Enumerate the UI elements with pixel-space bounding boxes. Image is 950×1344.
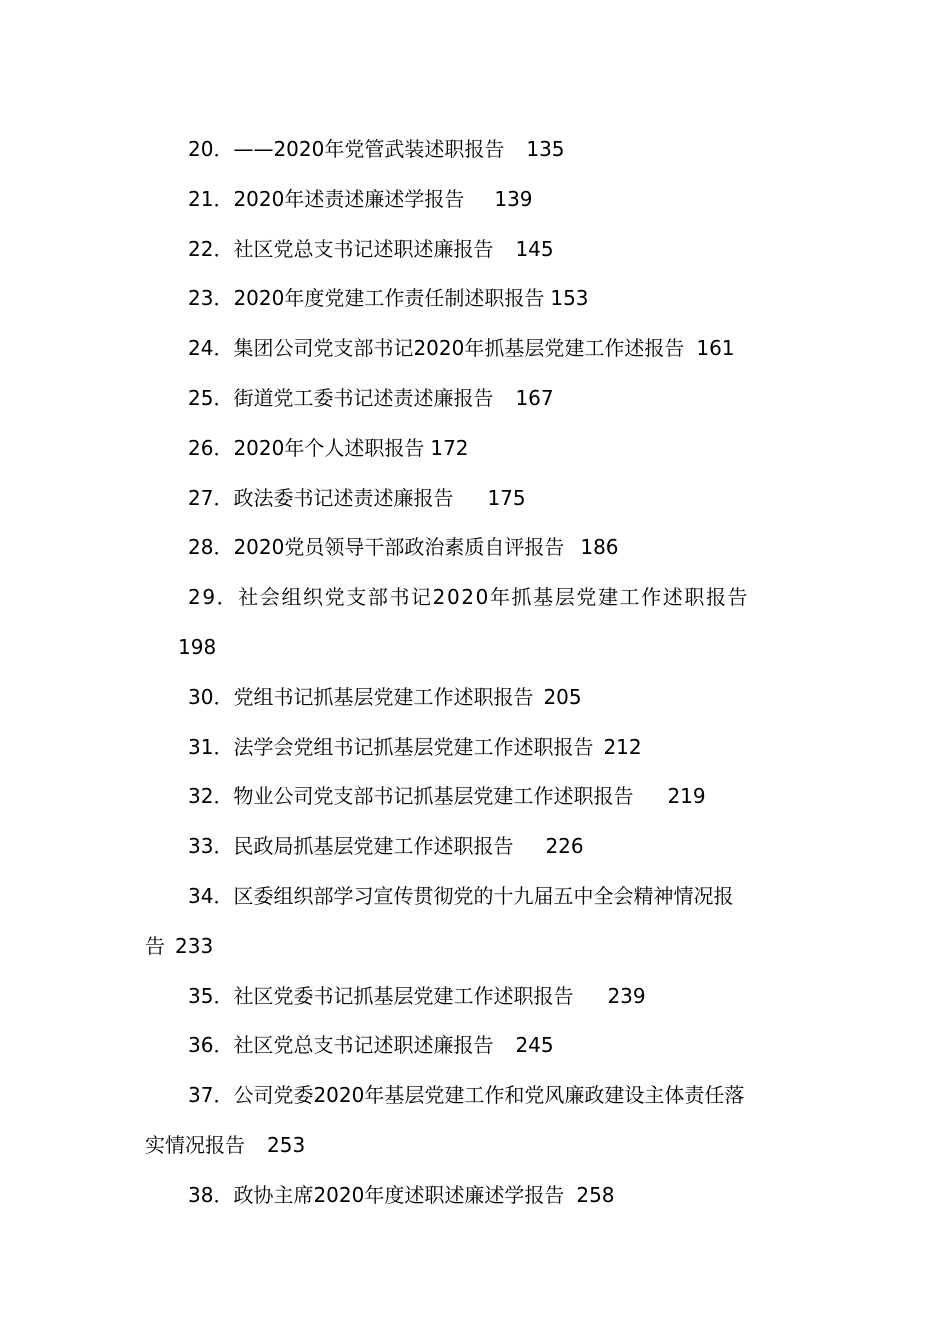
toc-entry-page: 245 [515,1033,554,1058]
toc-entry-20 [0,125,950,175]
toc-entry-title: 社会组织党支部书记2020年抓基层党建工作述职报告 [238,585,750,610]
toc-entry-35 [0,972,950,1022]
toc-entry-30 [0,673,950,723]
toc-entry-title: 社区党总支书记述职述廉报告 [233,1033,494,1058]
toc-entry-number: 20． [188,137,234,161]
toc-entry-page: 135 [526,137,565,161]
toc-entry-number: 31． [188,734,234,759]
toc-entry-title: 党组书记抓基层党建工作述职报告 [233,684,534,709]
toc-entry-number: 33． [188,834,234,859]
toc-entry-title: ——2020年党管武装述职报告 [233,137,505,161]
toc-entry-title: 2020党员领导干部政治素质自评报告 [233,535,565,560]
toc-entry-page: 139 [494,186,533,211]
toc-entry-title: 2020年述责述廉述学报告 [233,186,465,211]
toc-entry-title: 社区党委书记抓基层党建工作述职报告 [233,983,574,1008]
toc-entry-number: 28． [188,535,234,560]
toc-entry-title: 社区党总支书记述职述廉报告 [233,236,494,261]
toc-entry-21 [0,175,950,225]
toc-entry-page: 198 [178,634,217,659]
toc-entry-title: 2020年度党建工作责任制述职报告 [233,286,545,311]
toc-entry-37 [0,1071,950,1121]
toc-entry-number: 30． [188,684,234,709]
toc-entry-title: 物业公司党支部书记抓基层党建工作述职报告 [233,784,634,809]
toc-entry-page: 253 [267,1132,306,1157]
toc-entry-32 [0,772,950,822]
toc-entry-title: 政协主席2020年度述职述廉述学报告 [233,1182,565,1207]
table-of-contents [0,125,950,1221]
toc-entry-page: 205 [543,684,582,709]
toc-entry-number: 27． [188,485,234,510]
toc-entry-title: 政法委书记述责述廉报告 [233,485,454,510]
toc-entry-title: 区委组织部学习宣传贯彻党的十九届五中全会精神情况报 [233,883,734,908]
toc-entry-title: 2020年个人述职报告 [233,435,425,460]
toc-entry-number: 32． [188,784,234,809]
toc-entry-page: 258 [576,1182,615,1207]
toc-entry-page: 172 [430,435,469,460]
toc-entry-29-continuation [0,623,950,673]
toc-entry-38 [0,1171,950,1221]
toc-entry-page: 167 [515,385,554,410]
toc-entry-37-continuation [0,1121,950,1171]
toc-entry-25 [0,374,950,424]
toc-entry-page: 233 [175,933,214,958]
toc-entry-number: 37． [188,1083,234,1108]
toc-entry-23 [0,274,950,324]
toc-entry-page: 175 [487,485,526,510]
toc-entry-title: 集团公司党支部书记2020年抓基层党建工作述报告 [233,336,685,361]
toc-entry-number: 23． [188,286,234,311]
toc-entry-24 [0,324,950,374]
toc-entry-31 [0,723,950,773]
toc-entry-page: 239 [607,983,646,1008]
toc-entry-26 [0,424,950,474]
toc-entry-number: 35． [188,983,234,1008]
toc-entry-title-continuation: 实情况报告 [145,1132,245,1157]
toc-entry-28 [0,523,950,573]
toc-entry-page: 153 [550,286,589,311]
toc-entry-page: 226 [545,834,584,859]
toc-entry-number: 38． [188,1182,234,1207]
toc-entry-title: 法学会党组书记抓基层党建工作述职报告 [233,734,594,759]
toc-entry-27 [0,474,950,524]
toc-entry-title: 街道党工委书记述责述廉报告 [233,385,494,410]
toc-entry-34-continuation [0,922,950,972]
toc-entry-page: 219 [667,784,706,809]
toc-entry-22 [0,225,950,275]
toc-entry-number: 36． [188,1033,234,1058]
toc-entry-number: 29． [188,585,239,610]
toc-entry-number: 26． [188,435,234,460]
toc-entry-number: 21． [188,186,234,211]
toc-entry-title-continuation: 告 [145,933,165,958]
toc-entry-number: 34． [188,883,234,908]
toc-entry-number: 22． [188,236,234,261]
toc-entry-page: 161 [696,336,735,361]
toc-entry-title: 民政局抓基层党建工作述职报告 [233,834,514,859]
toc-entry-page: 212 [603,734,642,759]
toc-entry-34 [0,872,950,922]
toc-entry-36 [0,1021,950,1071]
toc-entry-page: 186 [580,535,619,560]
toc-entry-29 [0,573,950,623]
toc-entry-title: 公司党委2020年基层党建工作和党风廉政建设主体责任落 [233,1083,745,1108]
toc-entry-page: 145 [515,236,554,261]
toc-entry-33 [0,822,950,872]
toc-entry-number: 24． [188,336,234,361]
toc-entry-number: 25． [188,385,234,410]
